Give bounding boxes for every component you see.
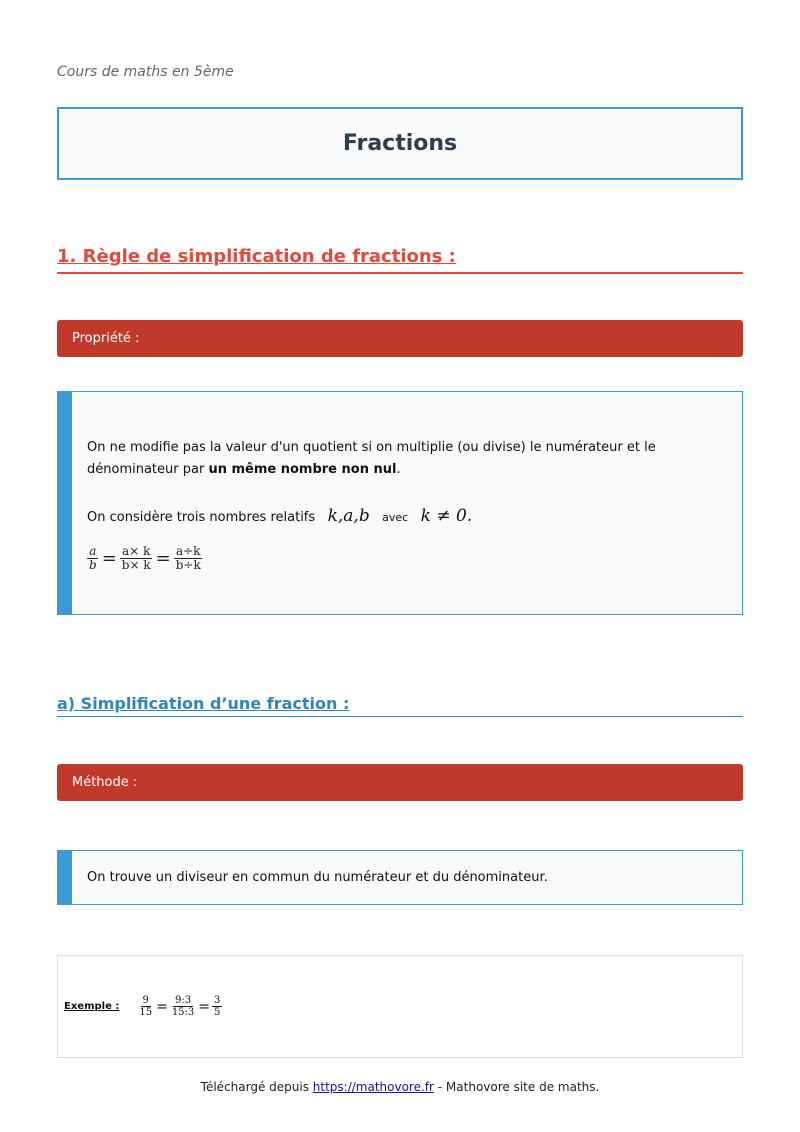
example-fraction-1 xyxy=(137,995,154,1018)
equals-sign: = xyxy=(198,998,211,1015)
property-box xyxy=(57,391,743,615)
section-heading-simplification-rule: 1. Règle de simplification de fractions : xyxy=(57,246,743,274)
example-fraction-3 xyxy=(212,995,222,1018)
example-formula xyxy=(137,995,222,1018)
condition-math: k ≠ 0. xyxy=(420,506,473,526)
variables-math: k,a,b xyxy=(327,506,370,526)
property-paragraph xyxy=(87,437,726,481)
avec-text: avec xyxy=(382,511,409,524)
method-text: On trouve un diviseur en commun du numérateur et du dénominateur. xyxy=(87,869,548,885)
mathovore-link[interactable]: https://mathovore.fr xyxy=(312,1080,434,1094)
fraction-denominator: 5 xyxy=(214,1007,221,1018)
fraction-numerator: 3 xyxy=(214,995,221,1006)
example-fraction-2 xyxy=(170,995,196,1018)
method-bar xyxy=(57,764,743,801)
fraction-denominator: 15 xyxy=(139,1007,153,1018)
title-box xyxy=(57,107,743,180)
footer xyxy=(0,1080,800,1094)
fraction-divided xyxy=(174,545,203,572)
course-subtitle: Cours de maths en 5ème xyxy=(57,64,234,80)
subsection-heading-simplify-fraction: a) Simplification d’une fraction : xyxy=(57,694,743,717)
variables-text: On considère trois nombres relatifs xyxy=(87,510,316,525)
footer-text-start: Téléchargé depuis xyxy=(200,1080,313,1094)
property-text-bold: un même nombre non nul xyxy=(208,462,397,477)
fraction-numerator: a× k xyxy=(122,544,151,558)
equals-sign: = xyxy=(101,547,117,569)
equals-sign: = xyxy=(155,547,171,569)
variables-paragraph xyxy=(87,505,726,529)
fraction-denominator: b× k xyxy=(121,558,151,573)
property-text-start: On ne modifie pas la valeur d'un quotient si on multiplie (ou divise) le numérateur et le dénominateur par xyxy=(87,440,656,477)
fraction-numerator: a÷k xyxy=(175,544,201,558)
page-title: Fractions xyxy=(342,131,458,156)
fraction-denominator: b xyxy=(89,558,97,573)
fraction-denominator: b÷k xyxy=(175,558,201,573)
fraction-numerator: a xyxy=(89,544,97,558)
example-box xyxy=(57,955,743,1058)
property-bar xyxy=(57,320,743,357)
property-label: Propriété : xyxy=(72,331,140,346)
equals-sign: = xyxy=(156,998,168,1015)
simplification-formula xyxy=(87,545,726,572)
footer-text-end: - Mathovore site de maths. xyxy=(433,1080,600,1094)
fraction-a-b xyxy=(87,545,99,572)
fraction-numerator: 9 xyxy=(142,995,149,1006)
fraction-denominator: 15:3 xyxy=(171,1007,195,1018)
example-label: Exemple : xyxy=(64,1001,120,1012)
method-box xyxy=(57,850,743,905)
method-label: Méthode : xyxy=(72,775,138,790)
fraction-numerator: 9:3 xyxy=(175,995,192,1006)
property-text-end: . xyxy=(396,462,401,477)
fraction-multiplied xyxy=(120,545,153,572)
